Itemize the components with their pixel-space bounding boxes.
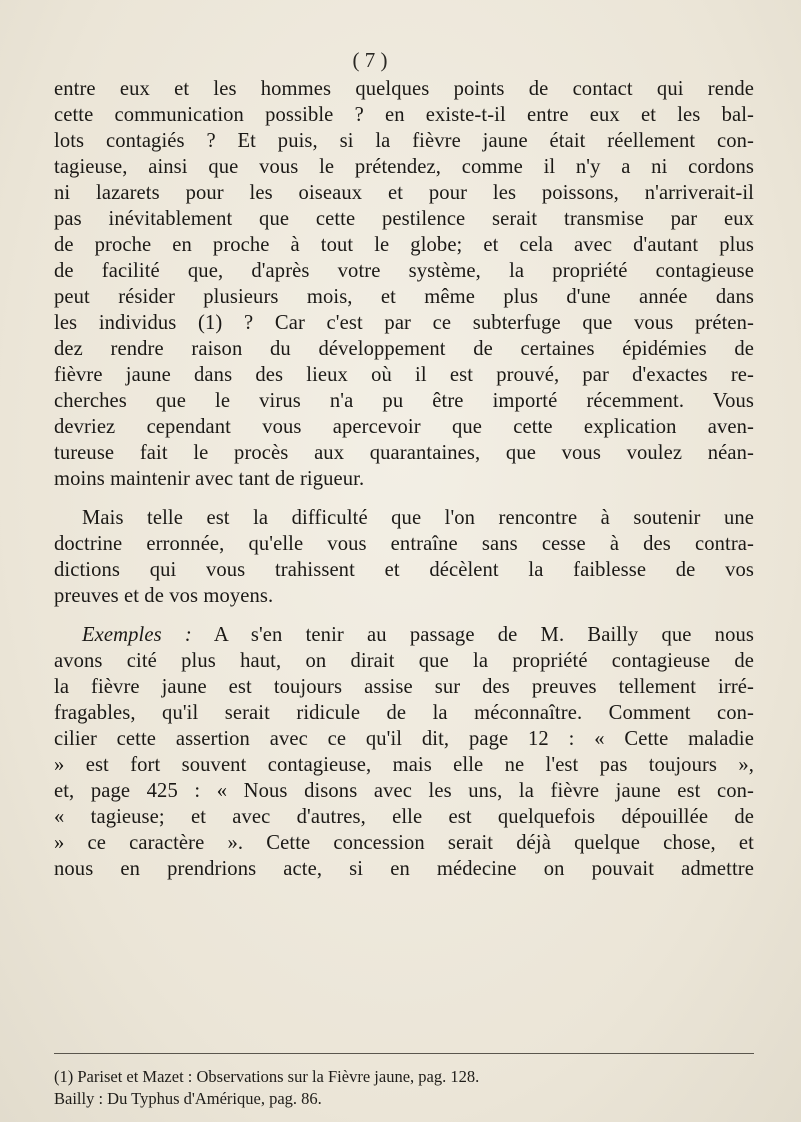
text-line: dictions qui vous trahissent et décèlent la faiblesse de vos <box>54 559 754 581</box>
text-line: ni lazarets pour les oiseaux et pour les poissons, n'arriverait-il <box>54 182 754 204</box>
text-line: pas inévitablement que cette pestilence serait transmise par eux <box>54 208 754 230</box>
text-line: doctrine erronnée, qu'elle vous entraîne sans cesse à des contra- <box>54 533 754 555</box>
text-line: tureuse fait le procès aux quarantaines, que vous voulez néan- <box>54 442 754 464</box>
text-line: tagieuse, ainsi que vous le prétendez, comme il n'y a ni cordons <box>54 156 754 178</box>
text-line: devriez cependant vous apercevoir que cette explication aven- <box>54 416 754 438</box>
text-line: moins maintenir avec tant de rigueur. <box>54 468 365 490</box>
text-line: « tagieuse; et avec d'autres, elle est quelquefois dépouillée de <box>54 806 754 828</box>
text-line: et, page 425 : « Nous disons avec les uns, la fièvre jaune est con- <box>54 780 754 802</box>
text-line: dez rendre raison du développement de certaines épidémies de <box>54 338 754 360</box>
text-line: » est fort souvent contagieuse, mais elle ne l'est pas toujours », <box>54 754 754 776</box>
page-number: ( 7 ) <box>352 48 388 72</box>
text-line: avons cité plus haut, on dirait que la propriété contagieuse de <box>54 650 754 672</box>
text-line: de proche en proche à tout le globe; et cela avec d'autant plus <box>54 234 754 256</box>
footnotes <box>54 1066 754 1110</box>
text-line: fragables, qu'il serait ridicule de la méconnaître. Comment con- <box>54 702 754 724</box>
text-line: cette communication possible ? en existe-t-il entre eux et les bal- <box>54 104 754 126</box>
paragraph-2 <box>54 505 754 609</box>
text-line: entre eux et les hommes quelques points de contact qui rende <box>54 78 754 100</box>
footnote-line: Bailly : Du Typhus d'Amérique, pag. 86. <box>54 1089 322 1108</box>
page-body <box>54 76 754 882</box>
text-line: preuves et de vos moyens. <box>54 585 274 607</box>
text-line: peut résider plusieurs mois, et même plus d'une année dans <box>54 286 754 308</box>
text-line: nous en prendrions acte, si en médecine on pouvait admettre <box>54 858 754 880</box>
footnote-line: (1) Pariset et Mazet : Observations sur la Fièvre jaune, pag. 128. <box>54 1067 480 1086</box>
text-line: les individus (1) ? Car c'est par ce subterfuge que vous préten- <box>54 312 754 334</box>
text-line-rest: A s'en tenir au passage de M. Bailly que nous <box>191 624 754 646</box>
footnote-rule <box>54 1053 754 1054</box>
text-line: cherches que le virus n'a pu être importé récemment. Vous <box>54 390 754 412</box>
text-line: lots contagiés ? Et puis, si la fièvre jaune était réellement con- <box>54 130 754 152</box>
text-line: Mais telle est la difficulté que l'on rencontre à soutenir une <box>82 507 754 529</box>
text-line: » ce caractère ». Cette concession serait déjà quelque chose, et <box>54 832 754 854</box>
text-line: la fièvre jaune est toujours assise sur des preuves tellement irré- <box>54 676 754 698</box>
text-line: fièvre jaune dans des lieux où il est prouvé, par d'exactes re- <box>54 364 754 386</box>
paragraph-1 <box>54 76 754 492</box>
text-line <box>54 622 754 648</box>
text-line: de facilité que, d'après votre système, la propriété contagieuse <box>54 260 754 282</box>
paragraph-3 <box>54 622 754 882</box>
examples-lead: Exemples : <box>82 624 192 646</box>
text-line: cilier cette assertion avec ce qu'il dit, page 12 : « Cette maladie <box>54 728 754 750</box>
